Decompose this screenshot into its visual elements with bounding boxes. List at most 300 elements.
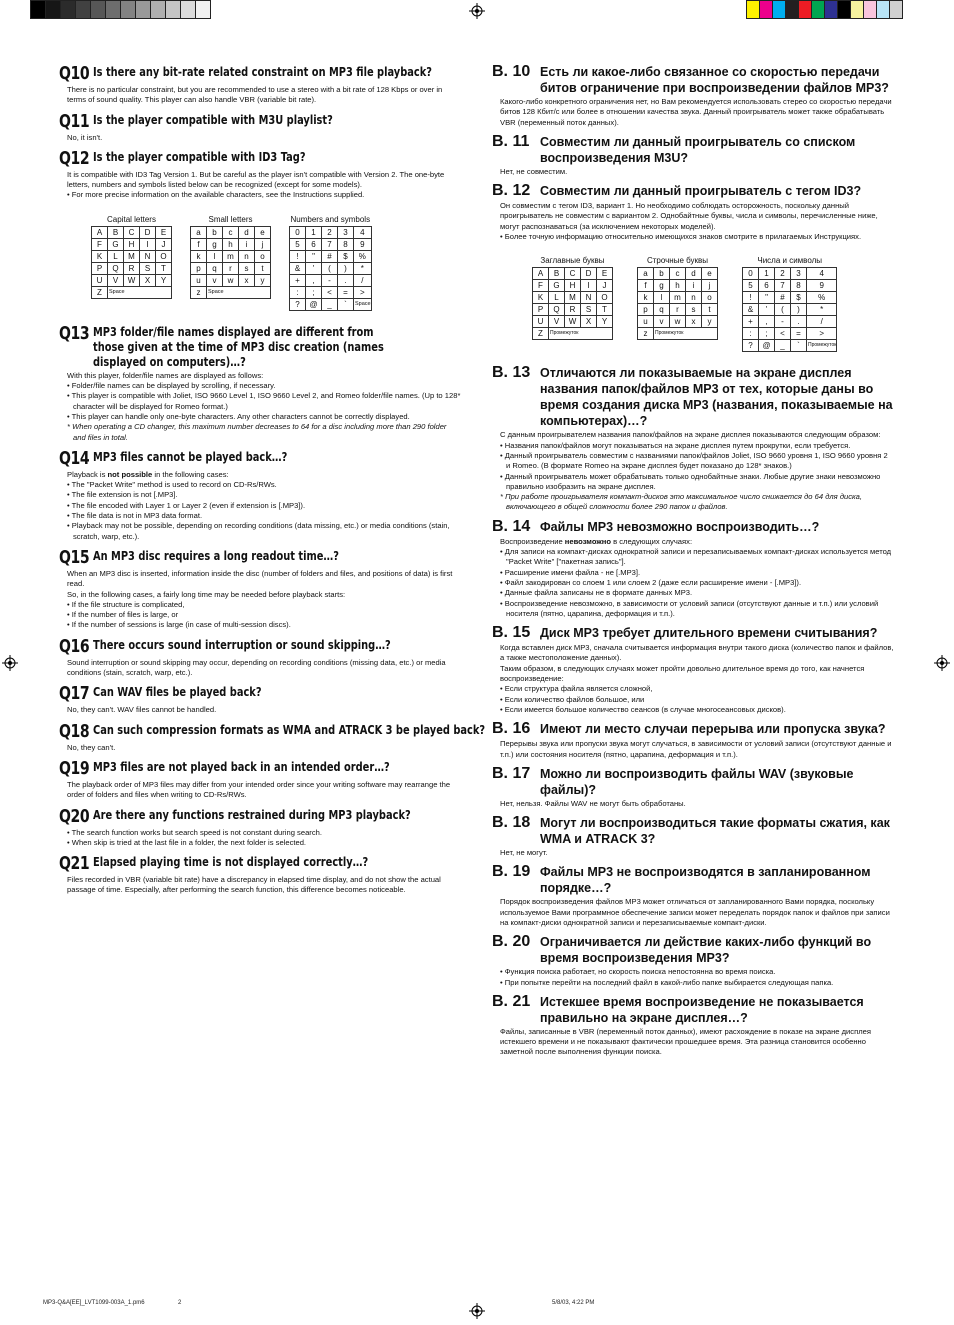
faq-heading [59, 683, 461, 704]
char-cell: W [124, 274, 140, 286]
bullet-text: Folder/file names can be displayed by scrolling, if necessary. [71, 381, 276, 391]
char-cell: & [290, 262, 306, 274]
answer-intro [67, 470, 461, 480]
faq-heading [492, 624, 894, 642]
table-row [743, 268, 837, 280]
char-cell: ? [290, 298, 306, 310]
char-cell: . [338, 274, 354, 286]
char-cell: h [223, 238, 239, 250]
color-swatch [877, 1, 890, 18]
table-row [743, 316, 837, 328]
bullet-icon: • [500, 471, 505, 481]
bullet-text: Функция поиска работает, но скорость поиска непостоянна во время поиска. [504, 967, 776, 977]
bullet-icon: • [67, 381, 72, 391]
char-cell: _ [322, 298, 338, 310]
table-row [638, 328, 718, 340]
char-cell: V [108, 274, 124, 286]
table-row [290, 262, 372, 274]
faq-heading [492, 133, 894, 166]
question-number: В. 15 [492, 624, 531, 642]
answer-text: No, it isn't. [67, 132, 103, 142]
answer-bullet [67, 501, 461, 511]
question-title: There occurs sound interruption or sound skipping…? [93, 637, 391, 652]
bullet-text: This player can handle only one-byte characters. Any other characters cannot be correctly displayed. [71, 411, 410, 421]
faq-heading [492, 765, 894, 798]
question-title: An MP3 disc requires a long readout time…? [93, 548, 339, 563]
char-cell: I [581, 280, 597, 292]
question-number: В. 13 [492, 364, 531, 382]
bullet-icon: • [67, 599, 72, 609]
bullet-icon: • [500, 450, 505, 460]
charset-block-numbers [742, 256, 837, 352]
table-row [191, 226, 271, 238]
char-cell: " [306, 250, 322, 262]
question-title: Is there any bit-rate related constraint on MP3 file playback? [93, 65, 432, 79]
char-cell: K [92, 250, 108, 262]
faq-heading [59, 63, 461, 84]
answer-bullet [500, 451, 894, 472]
question-number: Q14 [59, 447, 90, 469]
char-cell: 9 [354, 238, 372, 250]
space-cell: Space [207, 286, 271, 298]
charset-block-numbers [289, 215, 372, 311]
char-cell: y [702, 316, 718, 328]
char-cell: E [597, 268, 613, 280]
char-cell: b [207, 226, 223, 238]
question-number: В. 19 [492, 863, 531, 881]
table-row [191, 262, 271, 274]
char-cell: ; [759, 328, 775, 340]
answer-body [59, 743, 461, 753]
grayscale-calibration-bar [30, 0, 211, 19]
answer-body [59, 828, 461, 849]
char-cell: R [124, 262, 140, 274]
bullet-icon: • [500, 684, 505, 694]
answer-body [59, 875, 461, 896]
question-number: В. 20 [492, 933, 531, 951]
char-cell: y [255, 274, 271, 286]
char-cell: s [686, 304, 702, 316]
bullet-icon: • [500, 232, 505, 242]
answer-bullet [67, 412, 461, 422]
char-cell: L [108, 250, 124, 262]
bullet-text: Данный проигрыватель может обрабатывать только однобайтные знаки. Любые другие знаки невозможно правильно изобразить на экране дисплея. [504, 471, 881, 491]
answer-body [492, 897, 894, 928]
char-cell: q [207, 262, 223, 274]
answer-bullet [67, 600, 461, 610]
answer-bullet [500, 232, 894, 242]
faq-item-q13 [59, 323, 461, 443]
char-cell: ) [338, 262, 354, 274]
charset-table [637, 267, 718, 340]
char-cell: a [191, 226, 207, 238]
faq-item-q19 [59, 758, 461, 801]
table-row [92, 262, 172, 274]
faq-item-q20 [59, 806, 461, 849]
question-title: MP3 folder/file names displayed are different from those given at the time of MP3 disc creation (names displayed on computers)…? [93, 324, 384, 369]
question-number: Q21 [59, 853, 90, 875]
answer-body [59, 470, 461, 542]
table-row [290, 250, 372, 262]
color-swatch [91, 1, 106, 18]
charset-heading: Capital letters [107, 214, 156, 224]
bullet-icon: • [500, 598, 505, 608]
char-cell: J [597, 280, 613, 292]
answer-body [59, 133, 461, 143]
bullet-text: Для записи на компакт-дисках однократной записи и перезаписываемых компакт-дисках используется метод "Packet Write" ["пакетная запись"]. [504, 547, 892, 567]
faq-item-q11 [59, 111, 461, 143]
space-cell: Промежуток [654, 328, 718, 340]
char-cell: 2 [775, 268, 791, 280]
char-cell: + [743, 316, 759, 328]
char-cell: C [124, 226, 140, 238]
char-cell: T [156, 262, 172, 274]
color-swatch [890, 1, 902, 18]
charset-table [289, 226, 372, 311]
char-cell: e [255, 226, 271, 238]
color-swatch [773, 1, 786, 18]
answer-bullet [500, 441, 894, 451]
char-cell: z [191, 286, 207, 298]
answer-bullet [67, 391, 461, 412]
char-cell: O [156, 250, 172, 262]
faq-heading [492, 364, 894, 429]
question-number: Q16 [59, 635, 90, 657]
char-cell: ? [743, 340, 759, 352]
char-cell: S [581, 304, 597, 316]
char-cell: D [581, 268, 597, 280]
answer-bullet [67, 190, 461, 200]
charset-block-capital [91, 215, 172, 311]
faq-heading [59, 636, 461, 657]
char-cell: 4 [354, 226, 372, 238]
bullet-text: Названия папок/файлов могут показываться на экране дисплея путем прокрутки, если требуется. [504, 440, 851, 450]
answer-text: So, in the following cases, a fairly long time may be needed before playback starts: [67, 589, 346, 599]
space-cell: Space [354, 298, 372, 310]
table-row [191, 286, 271, 298]
table-row [533, 304, 613, 316]
question-title: Истекшее время воспроизведение не показывается правильно на экране дисплея…? [540, 994, 864, 1025]
charset-table [91, 226, 172, 299]
table-row [743, 292, 837, 304]
question-title: MP3 files cannot be played back…? [93, 449, 288, 464]
bullet-text: The file extension is not [.MP3]. [71, 490, 178, 500]
char-cell: A [533, 268, 549, 280]
answer-bullet [500, 547, 894, 568]
table-row [92, 226, 172, 238]
question-number: Q10 [59, 63, 90, 84]
faq-item-q14 [59, 448, 461, 542]
answer-text: When an MP3 disc is inserted, information inside the disc (number of folders and files, and positions of data) is first read. [67, 568, 453, 589]
char-cell: C [565, 268, 581, 280]
bullet-text: The file encoded with Layer 1 or Layer 2 (even if extension is [.MP3]). [71, 500, 306, 510]
bullet-text: If the number of files is large, or [71, 610, 179, 620]
color-swatch [166, 1, 181, 18]
faq-heading [59, 323, 461, 370]
question-title: MP3 files are not played back in an intended order…? [93, 759, 390, 774]
answer-bullet [500, 599, 894, 620]
charset-heading: Small letters [208, 214, 253, 224]
char-cell: u [191, 274, 207, 286]
color-swatch [61, 1, 76, 18]
char-cell: u [638, 316, 654, 328]
faq-item-b18 [492, 814, 894, 858]
answer-text: There is no particular constraint, but you are recommended to use a stereo with a bit rate of 128 Kbps or over in terms of sound quality. This player can also handle VBR (variable bit rate). [67, 85, 443, 105]
color-calibration-bar [746, 0, 903, 19]
charset-table [190, 226, 271, 299]
color-swatch [760, 1, 773, 18]
bullet-text: Если количество файлов большое, или [504, 694, 645, 704]
faq-heading [59, 148, 461, 169]
char-cell: : [290, 286, 306, 298]
faq-item-b21 [492, 993, 894, 1058]
char-cell: M [124, 250, 140, 262]
bullet-icon: • [67, 837, 72, 847]
answer-body [59, 569, 461, 631]
table-row [533, 316, 613, 328]
color-swatch [76, 1, 91, 18]
color-swatch [851, 1, 864, 18]
char-cell: ( [322, 262, 338, 274]
char-cell: 0 [743, 268, 759, 280]
char-cell: $ [338, 250, 354, 262]
char-cell: Z [92, 286, 108, 298]
char-cell: B [108, 226, 124, 238]
table-row [92, 238, 172, 250]
answer-intro-text: in the following cases: [152, 469, 229, 479]
table-row [290, 286, 372, 298]
answer-body [492, 97, 894, 128]
charset-block-small [637, 256, 718, 352]
char-cell: w [223, 274, 239, 286]
space-cell: Space [108, 286, 172, 298]
char-cell: h [670, 280, 686, 292]
russian-column [492, 58, 894, 1058]
answer-text: Он совместим с тегом ID3, вариант 1. Но необходимо соблюдать осторожность, поскольку данный проигрыватель не совместим с вариантом 2. Однобайтные буквы, числа и символы, перечисленные ниже, могут распознаваться (за исключением некоторых моделей). [500, 201, 878, 231]
answer-body [492, 537, 894, 619]
char-cell: 7 [775, 280, 791, 292]
char-cell: m [670, 292, 686, 304]
answer-bullet [67, 838, 461, 848]
answer-bullet [500, 705, 894, 715]
char-cell: U [92, 274, 108, 286]
color-swatch [825, 1, 838, 18]
table-row [191, 238, 271, 250]
char-cell: % [807, 292, 837, 304]
char-cell: v [207, 274, 223, 286]
char-cell: d [239, 226, 255, 238]
char-cell: * [354, 262, 372, 274]
answer-body [59, 85, 461, 106]
answer-body [492, 430, 894, 512]
registration-mark-icon [469, 1303, 485, 1319]
char-cell: ) [791, 304, 807, 316]
charset-heading: Numbers and symbols [290, 214, 371, 224]
char-cell: ' [306, 262, 322, 274]
table-row [638, 304, 718, 316]
char-cell: V [549, 316, 565, 328]
color-swatch [799, 1, 812, 18]
question-title: Совместим ли данный проигрыватель со списком воспроизведения M3U? [540, 134, 856, 165]
char-cell: G [108, 238, 124, 250]
char-cell: D [140, 226, 156, 238]
bullet-text: The "Packet Write" method is used to record on CD-Rs/RWs. [71, 480, 277, 490]
char-cell: N [581, 292, 597, 304]
faq-item-b11 [492, 133, 894, 177]
answer-text: Перерывы звука или пропуски звука могут случаться, в зависимости от условий записи (отсутствуют данные и т.п.) или состояния носителя (пятно, царапина, деформация и т.п.). [500, 739, 892, 759]
answer-bullet [500, 978, 894, 988]
color-swatch [181, 1, 196, 18]
char-cell: p [191, 262, 207, 274]
color-swatch [812, 1, 825, 18]
answer-text: The playback order of MP3 files may differ from your intended order since your writing software may rearrange the order of folders and files when writing to CD-Rs/RWs. [67, 779, 451, 800]
char-cell: f [191, 238, 207, 250]
question-title: Имеют ли место случаи перерыва или пропуска звука? [540, 722, 886, 737]
color-swatch [196, 1, 210, 18]
faq-heading [492, 720, 894, 738]
table-row [191, 250, 271, 262]
registration-mark-icon [934, 655, 950, 671]
question-title: Диск MP3 требует длительного времени считывания? [540, 626, 878, 641]
char-cell: c [223, 226, 239, 238]
table-row [533, 280, 613, 292]
answer-text: Нет, не совместим. [500, 166, 568, 176]
bullet-icon: • [67, 610, 72, 620]
char-cell: o [255, 250, 271, 262]
char-cell: Q [108, 262, 124, 274]
char-cell: r [223, 262, 239, 274]
bullet-text: For more precise information on the available characters, see the Instructions supplied. [71, 190, 365, 200]
table-row [533, 268, 613, 280]
char-cell: - [322, 274, 338, 286]
charset-heading: Заглавные буквы [540, 256, 605, 266]
answer-bullet [67, 521, 461, 542]
faq-item-b20 [492, 933, 894, 988]
faq-item-q21 [59, 853, 461, 896]
table-row [743, 304, 837, 316]
char-cell: M [565, 292, 581, 304]
answer-body [492, 167, 894, 177]
faq-heading [492, 63, 894, 96]
english-column [59, 58, 486, 896]
char-cell: 0 [290, 226, 306, 238]
char-cell: * [807, 304, 837, 316]
char-cell: < [775, 328, 791, 340]
question-number: В. 17 [492, 764, 531, 782]
question-title: Файлы MP3 не воспроизводятся в запланированном порядке…? [540, 865, 871, 896]
table-row [290, 274, 372, 286]
char-cell: X [581, 316, 597, 328]
char-cell: ` [791, 340, 807, 352]
bullet-text: Файл закодирован со слоем 1 или слоем 2 (даже если расширение имени - [.MP3]). [504, 577, 802, 587]
answer-text: Sound interruption or sound skipping may occur, depending on recording conditions (missing data, etc.) or media conditions (stain, scratch, warp, etc.). [67, 657, 446, 678]
char-cell: k [191, 250, 207, 262]
char-cell: K [533, 292, 549, 304]
answer-bullet [67, 511, 461, 521]
char-cell: t [255, 262, 271, 274]
faq-item-b14 [492, 518, 894, 619]
color-swatch [151, 1, 166, 18]
question-number: В. 10 [492, 63, 531, 80]
answer-intro-bold: невозможно [564, 536, 611, 546]
char-cell: e [702, 268, 718, 280]
char-cell: < [322, 286, 338, 298]
table-row [290, 298, 372, 310]
bullet-icon: • [67, 620, 72, 630]
faq-item-q15 [59, 547, 461, 631]
char-cell: $ [791, 292, 807, 304]
char-cell: 1 [759, 268, 775, 280]
answer-intro-text: Playback is [67, 469, 108, 479]
faq-heading [59, 111, 461, 132]
answer-intro-bold: not possible [107, 469, 153, 479]
question-number: В. 16 [492, 720, 531, 738]
char-cell: / [354, 274, 372, 286]
faq-item-q12 [59, 148, 461, 311]
answer-text: Порядок воспроизведения файлов MP3 может отличаться от запланированного Вами порядка, поскольку используемое Вами программное обеспечение записи может переделать порядок папок и файлов при записи на компакт-диски однократной записи и перезаписываемые компакт-диски. [500, 897, 890, 927]
char-cell: Q [549, 304, 565, 316]
faq-heading [59, 806, 461, 827]
answer-bullet [67, 480, 461, 490]
char-cell: J [156, 238, 172, 250]
faq-item-b10 [492, 63, 894, 128]
question-number: Q17 [59, 683, 90, 705]
answer-text: Какого-либо конкретного ограничения нет, но Вам рекомендуется использовать стерео со скоростью передачи битов 128 Кбит/с или более в отношении качества звука. Данный проигрыватель может также обрабатывать VBR (переменный поток данных). [500, 97, 892, 127]
char-cell: p [638, 304, 654, 316]
question-number: В. 14 [492, 517, 531, 535]
char-cell: 3 [338, 226, 354, 238]
bullet-icon: • [67, 511, 72, 521]
char-cell: @ [306, 298, 322, 310]
faq-heading [492, 518, 894, 536]
char-cell: 4 [807, 268, 837, 280]
faq-item-q16 [59, 636, 461, 679]
table-row [743, 280, 837, 292]
faq-heading [492, 993, 894, 1026]
char-cell: , [306, 274, 322, 286]
table-row [743, 340, 837, 352]
faq-item-q10 [59, 63, 461, 106]
char-cell: " [759, 292, 775, 304]
char-cell: 5 [743, 280, 759, 292]
registration-mark-icon [2, 655, 18, 671]
char-cell: X [140, 274, 156, 286]
footer-filename: MP3-Q&A[EE]_LVT1099-003A_1.pm6 [43, 1300, 145, 1306]
table-row [533, 328, 613, 340]
char-cell: n [239, 250, 255, 262]
registration-mark-icon [469, 3, 485, 19]
answer-text: No, they can't. [67, 742, 116, 752]
faq-heading [59, 448, 461, 469]
char-cell: 9 [807, 280, 837, 292]
answer-bullet [67, 490, 461, 500]
char-cell: j [702, 280, 718, 292]
char-cell: @ [759, 340, 775, 352]
color-swatch [31, 1, 46, 18]
bullet-icon: • [67, 480, 72, 490]
bullet-icon: • [500, 588, 505, 598]
faq-heading [492, 814, 894, 847]
char-cell: o [702, 292, 718, 304]
answer-text: No, they can't. WAV files cannot be handled. [67, 705, 217, 715]
question-title: Совместим ли данный проигрыватель с тегом ID3? [540, 184, 862, 199]
question-number: Q13 [59, 322, 90, 344]
bullet-icon: • [500, 694, 505, 704]
bullet-icon: • [500, 440, 505, 450]
space-cell: Промежуток [549, 328, 613, 340]
char-cell: & [743, 304, 759, 316]
answer-bullet [67, 381, 461, 391]
